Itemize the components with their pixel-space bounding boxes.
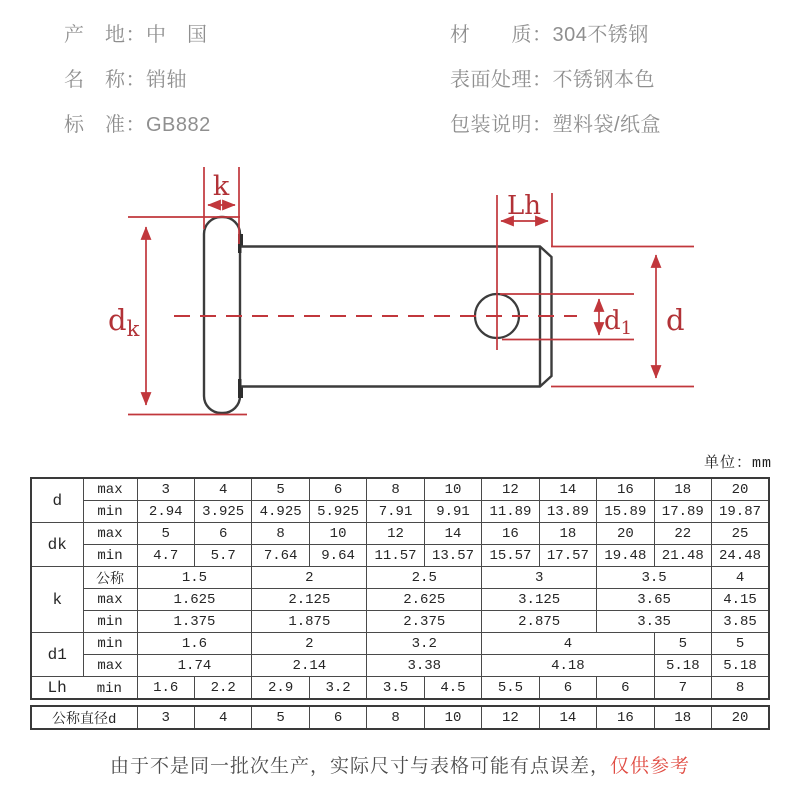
- table-cell: 16: [597, 478, 654, 501]
- table-cell: 17.57: [539, 545, 596, 567]
- table-cell: 15.57: [482, 545, 539, 567]
- table-cell: 5.925: [309, 501, 366, 523]
- table-cell: 14: [539, 706, 596, 729]
- name-line: 名 称：销轴: [64, 69, 187, 91]
- table-cell: 13.57: [424, 545, 481, 567]
- spec-table: [30, 477, 770, 700]
- table-cell: 1.875: [252, 611, 367, 633]
- table-cell: 25: [712, 523, 769, 545]
- table-row: [31, 478, 769, 501]
- table-cell: 16: [482, 523, 539, 545]
- table-cell: 2.2: [194, 677, 251, 700]
- table-cell: 5: [654, 633, 711, 655]
- unit-label: 单位：mm: [703, 455, 772, 472]
- table-cell: 10: [309, 523, 366, 545]
- table-cell: 8: [252, 523, 309, 545]
- table-cell: min: [83, 633, 137, 655]
- table-cell: 22: [654, 523, 711, 545]
- table-cell: 2: [252, 567, 367, 589]
- table-cell: 2.14: [252, 655, 367, 677]
- table-cell: 6: [194, 523, 251, 545]
- table-cell: 18: [654, 706, 711, 729]
- table-cell: 1.6: [137, 677, 194, 700]
- table-cell: 21.48: [654, 545, 711, 567]
- table-cell: 1.375: [137, 611, 252, 633]
- table-cell: 14: [424, 523, 481, 545]
- table-cell: 3.125: [482, 589, 597, 611]
- dk-sub: k: [126, 317, 140, 341]
- table-cell: 11.57: [367, 545, 424, 567]
- origin-line: 产 地：中 国: [64, 24, 208, 46]
- table-cell: min: [83, 611, 137, 633]
- table-cell: 5: [252, 706, 309, 729]
- dim-label-d: d: [666, 303, 685, 337]
- table-cell: max: [83, 478, 137, 501]
- table-cell: 19.48: [597, 545, 654, 567]
- table-cell: 10: [424, 706, 481, 729]
- material-line: 材 质：304不锈钢: [450, 24, 649, 46]
- table-cell: 1.6: [137, 633, 252, 655]
- table-cell: 4: [194, 706, 251, 729]
- table-cell: 15.89: [597, 501, 654, 523]
- table-cell: 3.5: [597, 567, 712, 589]
- table-cell: 2.375: [367, 611, 482, 633]
- table-cell: 3.5: [367, 677, 424, 700]
- table-cell: 19.87: [712, 501, 769, 523]
- table-cell: 3.85: [712, 611, 769, 633]
- disclaimer-text: 由于不是同一批次生产，实际尺寸与表格可能有点误差，: [109, 756, 610, 777]
- table-row: [31, 655, 769, 677]
- table-cell: 4: [712, 567, 769, 589]
- standard-line: 标 准：GB882: [64, 114, 211, 136]
- table-cell: Lh min: [31, 677, 137, 700]
- table-cell: dk: [31, 523, 83, 567]
- table-cell: 18: [654, 478, 711, 501]
- table-cell: 8: [367, 706, 424, 729]
- table-cell: d: [31, 478, 83, 523]
- table-cell: 1.625: [137, 589, 252, 611]
- table-cell: 2.94: [137, 501, 194, 523]
- table-cell: 3.2: [367, 633, 482, 655]
- disclaimer-highlight: 仅供参考: [610, 756, 691, 777]
- table-cell: 20: [712, 478, 769, 501]
- d1-sub: 1: [620, 318, 633, 339]
- table-cell: 2.625: [367, 589, 482, 611]
- table-cell: d1: [31, 633, 83, 677]
- table-cell: 4.18: [482, 655, 654, 677]
- table-cell: 7.91: [367, 501, 424, 523]
- table-cell: 4.925: [252, 501, 309, 523]
- table-cell: 2.875: [482, 611, 597, 633]
- table-cell: min: [83, 501, 137, 523]
- dim-label-k: k: [212, 171, 230, 202]
- table-cell: 6: [309, 706, 366, 729]
- table-cell: 3.925: [194, 501, 251, 523]
- table-cell: 5: [252, 478, 309, 501]
- table-cell: 9.64: [309, 545, 366, 567]
- table-cell: 公称: [83, 567, 137, 589]
- table-cell: min: [83, 545, 137, 567]
- table-cell: 12: [367, 523, 424, 545]
- table-cell: max: [83, 589, 137, 611]
- table-cell: 3: [482, 567, 597, 589]
- table-cell: 8: [367, 478, 424, 501]
- disclaimer: [0, 751, 800, 778]
- table-row: [31, 567, 769, 589]
- table-cell: 5: [712, 633, 769, 655]
- table-cell: 公称直径d: [31, 706, 137, 729]
- table-cell: 6: [597, 677, 654, 700]
- table-cell: 12: [482, 478, 539, 501]
- table-cell: 3: [137, 706, 194, 729]
- table-cell: 4.7: [137, 545, 194, 567]
- table-row: [31, 501, 769, 523]
- table-cell: max: [83, 655, 137, 677]
- table-cell: 2.125: [252, 589, 367, 611]
- table-cell: 5.18: [654, 655, 711, 677]
- table-row: [31, 611, 769, 633]
- d1-base: d: [604, 306, 621, 336]
- table-cell: 2.5: [367, 567, 482, 589]
- table-cell: 24.48: [712, 545, 769, 567]
- table-cell: 2: [252, 633, 367, 655]
- table-cell: 3.35: [597, 611, 712, 633]
- table-row: [31, 677, 769, 700]
- spec-table-wrap: [30, 477, 770, 730]
- table-cell: 5: [137, 523, 194, 545]
- table-cell: 4.5: [424, 677, 481, 700]
- surface-line: 表面处理：不锈钢本色: [450, 69, 655, 91]
- nominal-diameter-table: [30, 705, 770, 730]
- table-cell: 14: [539, 478, 596, 501]
- table-cell: k: [31, 567, 83, 633]
- table-cell: 4: [194, 478, 251, 501]
- table-cell: 6: [309, 478, 366, 501]
- table-cell: 20: [597, 523, 654, 545]
- table-cell: 12: [482, 706, 539, 729]
- table-cell: 10: [424, 478, 481, 501]
- table-cell: 16: [597, 706, 654, 729]
- table-cell: 9.91: [424, 501, 481, 523]
- clevis-pin-diagram: [0, 150, 800, 450]
- table-row: [31, 589, 769, 611]
- table-cell: 11.89: [482, 501, 539, 523]
- table-cell: 3.2: [309, 677, 366, 700]
- table-cell: 1.5: [137, 567, 252, 589]
- table-cell: 4: [482, 633, 654, 655]
- table-cell: 1.74: [137, 655, 252, 677]
- table-cell: 4.15: [712, 589, 769, 611]
- table-cell: 3.65: [597, 589, 712, 611]
- dim-label-lh: Lh: [506, 191, 542, 221]
- table-row: [31, 633, 769, 655]
- table-cell: 18: [539, 523, 596, 545]
- table-cell: 5.7: [194, 545, 251, 567]
- dim-label-dk: [108, 303, 140, 341]
- table-cell: 5.18: [712, 655, 769, 677]
- table-cell: 3.38: [367, 655, 482, 677]
- product-info-right: [450, 13, 661, 148]
- table-row: [31, 523, 769, 545]
- table-cell: 5.5: [482, 677, 539, 700]
- packaging-line: 包装说明：塑料袋/纸盒: [450, 114, 662, 136]
- dim-label-d1: [604, 306, 632, 339]
- table-cell: 17.89: [654, 501, 711, 523]
- table-cell: 7: [654, 677, 711, 700]
- table-cell: 3: [137, 478, 194, 501]
- table-row: [31, 706, 769, 729]
- table-cell: 13.89: [539, 501, 596, 523]
- table-row: [31, 545, 769, 567]
- table-cell: max: [83, 523, 137, 545]
- dk-base: d: [108, 303, 127, 337]
- table-cell: 8: [712, 677, 769, 700]
- product-info-left: [64, 13, 211, 148]
- table-cell: 6: [539, 677, 596, 700]
- table-cell: 7.64: [252, 545, 309, 567]
- table-cell: 2.9: [252, 677, 309, 700]
- table-cell: 20: [712, 706, 769, 729]
